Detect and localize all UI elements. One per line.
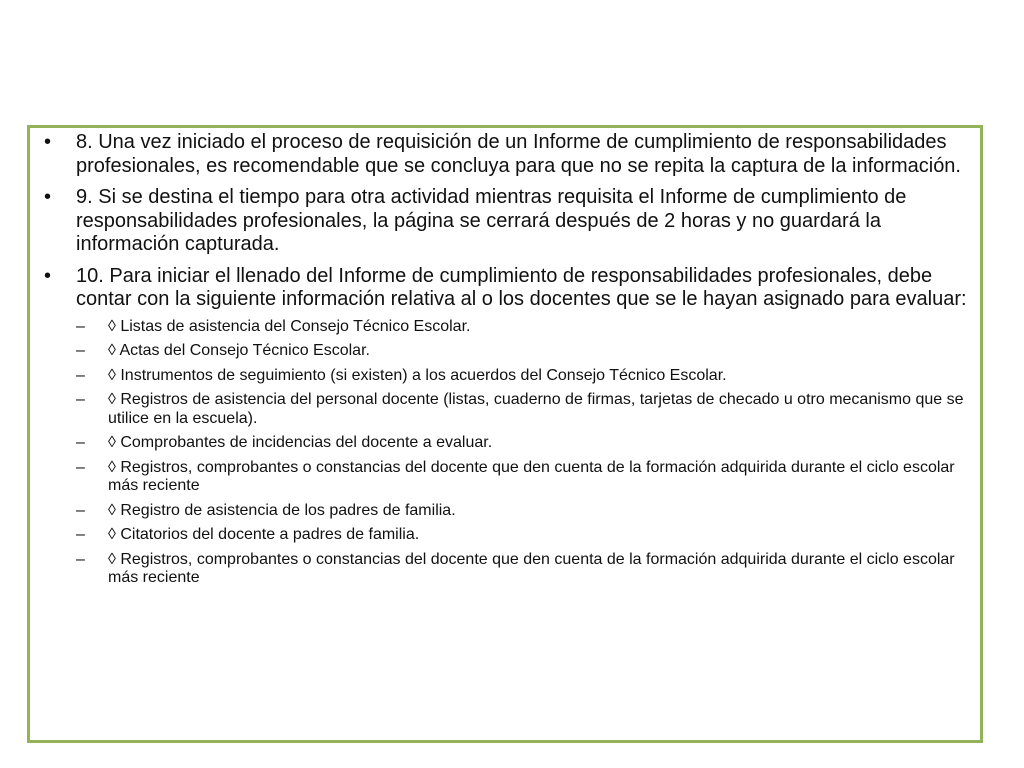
sub-list-item xyxy=(76,367,974,386)
sub-list-item xyxy=(76,391,974,428)
list-item-text: 8. Una vez iniciado el proceso de requisición de un Informe de cumplimiento de responsabilidades profesionales, es recomendable que se concluya para que no se repita la captura de la información. xyxy=(76,131,961,177)
sub-list-item xyxy=(76,434,974,453)
dash-icon: – xyxy=(76,526,85,543)
sub-list-item xyxy=(76,342,974,361)
main-bullet-list xyxy=(44,131,974,596)
dash-icon: – xyxy=(76,366,85,384)
sub-list-item-text: ◊ Registros, comprobantes o constancias del docente que den cuenta de la formación adquirida durante el ciclo escolar más reciente xyxy=(108,458,955,494)
dash-icon: – xyxy=(76,550,85,568)
sub-list-item-text: ◊ Registros, comprobantes o constancias del docente que den cuenta de la formación adquirida durante el ciclo escolar más reciente xyxy=(108,550,955,586)
bullet-icon: • xyxy=(44,264,52,287)
dash-icon: – xyxy=(76,317,85,335)
dash-icon: – xyxy=(76,342,85,359)
sub-list-item-text: ◊ Actas del Consejo Técnico Escolar. xyxy=(108,342,370,359)
list-item-text: 9. Si se destina el tiempo para otra actividad mientras requisita el Informe de cumplimiento de responsabilidades profesionales, la página se cerrará después de 2 horas y no guardará la información capturada. xyxy=(76,186,907,255)
list-item xyxy=(44,265,974,588)
dash-icon: – xyxy=(76,501,85,519)
sub-list-item xyxy=(76,318,974,337)
dash-icon: – xyxy=(76,434,85,451)
list-item-text: 10. Para iniciar el llenado del Informe de cumplimiento de responsabilidades profesionales, debe contar con la siguiente información relativa al o los docentes que se le hayan asignado para evaluar: xyxy=(76,264,967,310)
sub-list-item xyxy=(76,502,974,521)
sub-bullet-list xyxy=(76,318,974,588)
sub-list-item-text: ◊ Citatorios del docente a padres de familia. xyxy=(108,526,420,543)
sub-list-item-text: ◊ Comprobantes de incidencias del docente a evaluar. xyxy=(108,434,493,451)
bullet-icon: • xyxy=(44,131,52,153)
sub-list-item-text: ◊ Registro de asistencia de los padres de familia. xyxy=(108,501,456,519)
dash-icon: – xyxy=(76,458,85,476)
sub-list-item-text: ◊ Instrumentos de seguimiento (si existen) a los acuerdos del Consejo Técnico Escolar. xyxy=(108,366,727,384)
sub-list-item xyxy=(76,526,974,545)
sub-list-item-text: ◊ Listas de asistencia del Consejo Técnico Escolar. xyxy=(108,317,471,335)
list-item xyxy=(44,186,974,257)
sub-list-item xyxy=(76,459,974,496)
sub-list-item xyxy=(76,551,974,588)
bullet-icon: • xyxy=(44,186,52,208)
dash-icon: – xyxy=(76,391,85,408)
list-item xyxy=(44,131,974,178)
sub-list-item-text: ◊ Registros de asistencia del personal docente (listas, cuaderno de firmas, tarjetas de checado u otro mecanismo que se utilice en la escuela). xyxy=(108,391,964,427)
